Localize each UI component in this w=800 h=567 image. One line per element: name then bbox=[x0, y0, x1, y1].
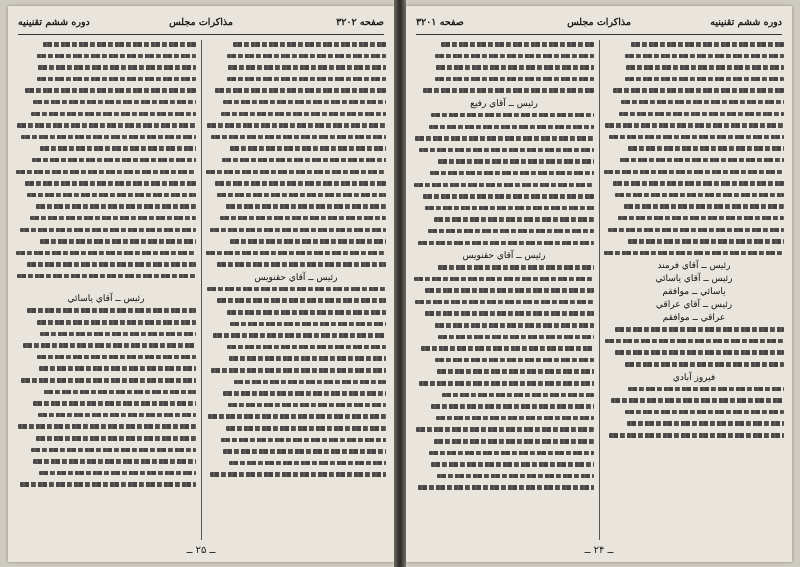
speaker-heading: رئيس ــ آقاي عراقي bbox=[655, 300, 733, 311]
speaker-heading: رئيس ــ آقاي فرمند bbox=[657, 261, 731, 272]
text-line bbox=[414, 111, 594, 119]
text-line bbox=[604, 98, 784, 106]
text-line bbox=[414, 75, 594, 83]
text-line bbox=[414, 157, 594, 165]
text-line bbox=[414, 414, 594, 422]
text-line bbox=[206, 308, 386, 316]
text-line bbox=[414, 286, 594, 294]
text-line bbox=[206, 412, 386, 420]
text-line bbox=[16, 388, 196, 396]
left-page-column-1 bbox=[206, 40, 386, 540]
text-line bbox=[604, 249, 784, 257]
text-line bbox=[206, 249, 386, 257]
text-line bbox=[414, 123, 594, 131]
text-line bbox=[604, 133, 784, 141]
speaker-heading: رئيس ــ آقاي رفيع bbox=[470, 98, 538, 109]
text-line bbox=[16, 110, 196, 118]
text-line bbox=[16, 457, 196, 465]
text-line bbox=[604, 237, 784, 245]
text-line bbox=[414, 483, 594, 491]
text-line bbox=[414, 321, 594, 329]
left-header-rule bbox=[18, 34, 384, 35]
speaker-heading: عراقي ــ موافقم bbox=[662, 313, 726, 324]
text-line bbox=[206, 343, 386, 351]
text-line bbox=[16, 168, 196, 176]
right-header-page-label: صفحه ۳۲۰۱ bbox=[416, 17, 464, 28]
text-line bbox=[206, 401, 386, 409]
text-line bbox=[16, 133, 196, 141]
right-page bbox=[406, 6, 792, 562]
text-line bbox=[604, 121, 784, 129]
text-line bbox=[206, 331, 386, 339]
text-line bbox=[16, 469, 196, 477]
book-gutter bbox=[394, 0, 406, 567]
right-header-session: دوره ششم تقنينيه bbox=[710, 17, 782, 28]
text-line bbox=[604, 408, 784, 416]
text-line bbox=[414, 402, 594, 410]
text-line bbox=[206, 144, 386, 152]
text-line bbox=[604, 385, 784, 393]
text-line bbox=[206, 260, 386, 268]
speaker-heading: رئيس ــ آقاي ياسائي bbox=[655, 274, 733, 285]
speaker-heading: فيروز آبادي bbox=[672, 372, 716, 383]
left-page bbox=[8, 6, 394, 562]
text-line bbox=[16, 202, 196, 210]
text-line bbox=[604, 337, 784, 345]
text-line bbox=[206, 296, 386, 304]
text-line bbox=[414, 309, 594, 317]
text-line bbox=[206, 202, 386, 210]
text-line bbox=[414, 425, 594, 433]
text-line bbox=[206, 86, 386, 94]
text-line bbox=[16, 480, 196, 488]
text-line bbox=[414, 298, 594, 306]
text-line bbox=[206, 179, 386, 187]
text-line bbox=[414, 215, 594, 223]
text-line bbox=[604, 40, 784, 48]
text-line bbox=[414, 204, 594, 212]
text-line bbox=[206, 156, 386, 164]
text-line bbox=[604, 75, 784, 83]
text-line bbox=[604, 191, 784, 199]
text-line bbox=[206, 214, 386, 222]
text-line bbox=[16, 330, 196, 338]
text-line bbox=[206, 52, 386, 60]
text-line bbox=[16, 226, 196, 234]
left-header-page-label: صفحه ۳۲۰۲ bbox=[336, 17, 384, 28]
speaker-heading: ياسائي ــ موافقم bbox=[662, 287, 726, 298]
text-line bbox=[206, 424, 386, 432]
text-line bbox=[414, 367, 594, 375]
right-header-rule bbox=[416, 34, 782, 35]
text-line bbox=[16, 434, 196, 442]
text-line bbox=[414, 52, 594, 60]
text-line bbox=[206, 447, 386, 455]
text-line bbox=[206, 285, 386, 293]
text-line bbox=[604, 168, 784, 176]
text-line bbox=[414, 379, 594, 387]
text-line bbox=[604, 110, 784, 118]
speaker-heading: رئيس ــ آقاي ياسائي bbox=[67, 294, 145, 305]
text-line bbox=[604, 325, 784, 333]
text-line bbox=[206, 110, 386, 118]
text-line bbox=[414, 40, 594, 48]
left-page-number: ــ ۲۵ ــ bbox=[186, 545, 216, 556]
text-line bbox=[414, 356, 594, 364]
left-header-title: مذاکرات مجلس bbox=[169, 17, 233, 28]
text-line bbox=[414, 275, 594, 283]
text-line bbox=[414, 449, 594, 457]
speaker-heading: رئيس ــ آقاي حقنويس bbox=[254, 272, 338, 283]
text-line bbox=[16, 306, 196, 314]
text-line bbox=[16, 364, 196, 372]
text-line bbox=[206, 366, 386, 374]
text-line bbox=[16, 156, 196, 164]
text-line bbox=[16, 341, 196, 349]
text-line bbox=[414, 86, 594, 94]
text-line bbox=[604, 144, 784, 152]
text-line bbox=[414, 63, 594, 71]
text-line bbox=[16, 98, 196, 106]
text-line bbox=[206, 226, 386, 234]
text-line bbox=[414, 146, 594, 154]
text-line bbox=[206, 40, 386, 48]
text-line bbox=[16, 63, 196, 71]
right-column-divider bbox=[599, 40, 600, 540]
left-page-column-2 bbox=[16, 40, 196, 540]
left-header-session: دوره ششم تقنينيه bbox=[18, 17, 90, 28]
text-line bbox=[604, 179, 784, 187]
paragraph-gap bbox=[16, 283, 196, 292]
text-line bbox=[414, 472, 594, 480]
text-line bbox=[414, 391, 594, 399]
text-line bbox=[414, 437, 594, 445]
text-line bbox=[414, 333, 594, 341]
text-line bbox=[604, 431, 784, 439]
text-line bbox=[206, 389, 386, 397]
text-line bbox=[604, 348, 784, 356]
left-page-header bbox=[18, 14, 384, 34]
text-line bbox=[414, 460, 594, 468]
text-line bbox=[604, 214, 784, 222]
text-line bbox=[16, 121, 196, 129]
text-line bbox=[414, 181, 594, 189]
right-header-title: مذاکرات مجلس bbox=[567, 17, 631, 28]
text-line bbox=[604, 360, 784, 368]
text-line bbox=[16, 144, 196, 152]
text-line bbox=[206, 191, 386, 199]
text-line bbox=[16, 353, 196, 361]
text-line bbox=[16, 272, 196, 280]
text-line bbox=[16, 446, 196, 454]
text-line bbox=[604, 396, 784, 404]
text-line bbox=[206, 168, 386, 176]
text-line bbox=[206, 98, 386, 106]
text-line bbox=[16, 318, 196, 326]
text-line bbox=[206, 237, 386, 245]
text-line bbox=[206, 63, 386, 71]
text-line bbox=[414, 134, 594, 142]
text-line bbox=[16, 422, 196, 430]
text-line bbox=[604, 419, 784, 427]
text-line bbox=[16, 75, 196, 83]
text-line bbox=[16, 237, 196, 245]
right-page-column-1 bbox=[604, 40, 784, 540]
text-line bbox=[16, 411, 196, 419]
text-line bbox=[414, 169, 594, 177]
text-line bbox=[16, 86, 196, 94]
text-line bbox=[414, 239, 594, 247]
text-line bbox=[206, 436, 386, 444]
text-line bbox=[16, 191, 196, 199]
text-line bbox=[604, 226, 784, 234]
text-line bbox=[414, 263, 594, 271]
text-line bbox=[206, 320, 386, 328]
text-line bbox=[206, 378, 386, 386]
text-line bbox=[604, 63, 784, 71]
right-page-header bbox=[416, 14, 782, 34]
text-line bbox=[604, 86, 784, 94]
text-line bbox=[206, 121, 386, 129]
text-line bbox=[206, 133, 386, 141]
text-line bbox=[16, 260, 196, 268]
text-line bbox=[16, 249, 196, 257]
text-line bbox=[16, 376, 196, 384]
text-line bbox=[414, 344, 594, 352]
text-line bbox=[206, 75, 386, 83]
text-line bbox=[206, 470, 386, 478]
text-line bbox=[16, 214, 196, 222]
right-page-column-2 bbox=[414, 40, 594, 540]
text-line bbox=[604, 202, 784, 210]
text-line bbox=[16, 52, 196, 60]
speaker-heading: رئيس ــ آقاي حقنويس bbox=[462, 251, 546, 262]
text-line bbox=[414, 227, 594, 235]
text-line bbox=[604, 52, 784, 60]
left-column-divider bbox=[201, 40, 202, 540]
text-line bbox=[206, 354, 386, 362]
text-line bbox=[414, 192, 594, 200]
right-page-number: ــ ۲۴ ــ bbox=[584, 545, 614, 556]
text-line bbox=[604, 156, 784, 164]
text-line bbox=[16, 399, 196, 407]
text-line bbox=[206, 459, 386, 467]
text-line bbox=[16, 40, 196, 48]
text-line bbox=[16, 179, 196, 187]
